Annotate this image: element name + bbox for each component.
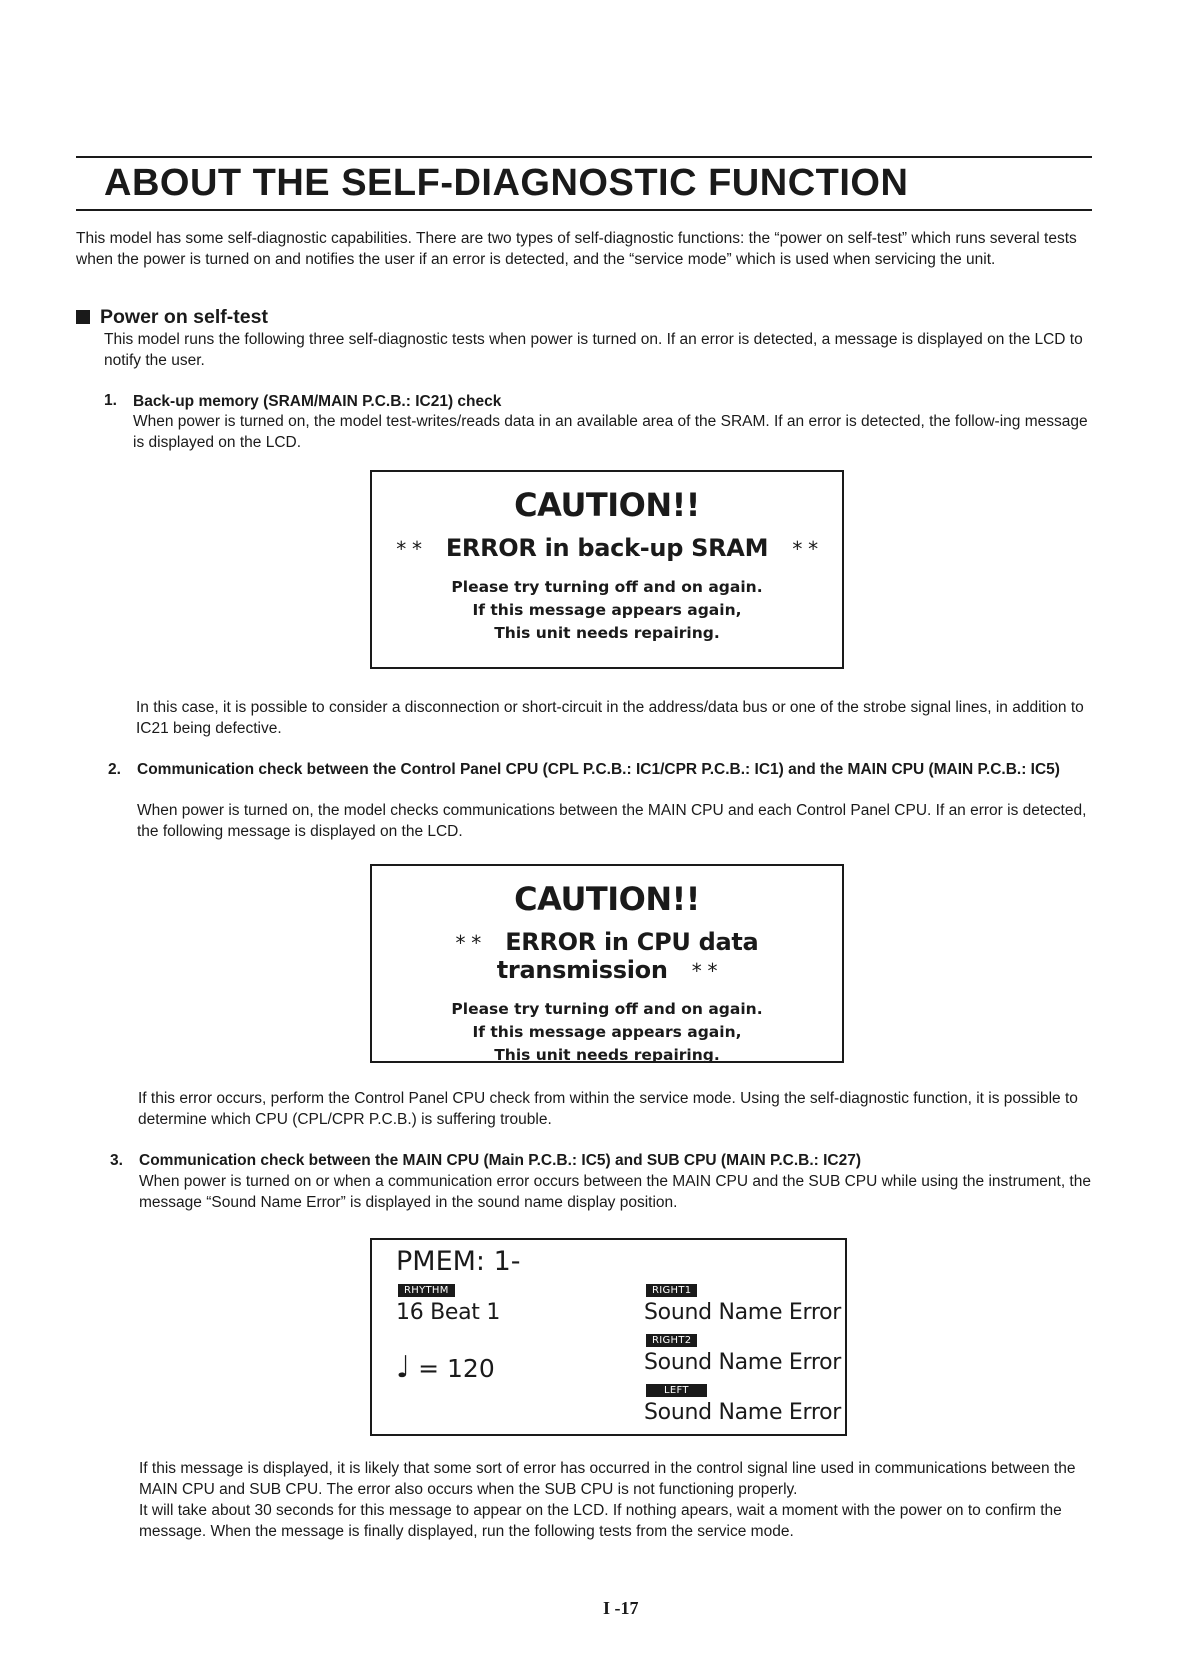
bullet-square-icon (76, 310, 90, 324)
item-1-number: 1. (104, 392, 117, 409)
tempo-value: = 120 (418, 1354, 495, 1383)
pmem-label: PMEM: 1- (396, 1246, 521, 1277)
top-rule (76, 156, 1092, 158)
error-text: ERROR in back-up SRAM (445, 534, 769, 562)
item-3-heading: Communication check between the MAIN CPU (Main P.C.B.: IC5) and SUB CPU (MAIN P.C.B.: IC27) (139, 1152, 861, 1169)
tempo-row (396, 1350, 495, 1385)
right2-value: Sound Name Error (644, 1350, 841, 1375)
lcd-message: Please try turning off and on again. If this message appears again, This unit needs repairing. (451, 578, 763, 642)
right1-value: Sound Name Error (644, 1300, 841, 1325)
item-3-text: When power is turned on or when a communication error occurs between the MAIN CPU and the SUB CPU while using the instrument, the message “Sound Name Error” is displayed in the sound name display position. (139, 1173, 1091, 1211)
title-underline (76, 209, 1092, 211)
item-1-text: When power is turned on, the model test-writes/reads data in an available area of the SRAM. If an error is detected, the follow-ing message is displayed on the LCD. (133, 413, 1088, 451)
left-tag: LEFT (646, 1384, 707, 1397)
left-value: Sound Name Error (644, 1400, 841, 1425)
section-heading-text: Power on self-test (100, 306, 268, 328)
intro-paragraph: This model has some self-diagnostic capabilities. There are two types of self-diagnostic functions: the “power on self-test” which runs several tests when the power is turned on and notifies the user if an error is detected, and the “service mode” which is used when servicing the unit. (76, 230, 1077, 268)
item-3-after2: It will take about 30 seconds for this message to appear on the LCD. If nothing apears, wait a moment with the power on to confirm the message. When the message is finally displayed, run the following tests from the service mode. (139, 1502, 1062, 1540)
section-text: This model runs the following three self-diagnostic tests when power is turned on. If an error is detected, a message is displayed on the LCD to notify the user. (104, 331, 1083, 369)
lcd-caution-cpu (370, 864, 844, 1063)
item-2-text: When power is turned on, the model checks communications between the MAIN CPU and each Control Panel CPU. If an error is detected, the following message is displayed on the LCD. (137, 802, 1087, 840)
page-title: ABOUT THE SELF-DIAGNOSTIC FUNCTION (104, 162, 909, 204)
error-line: * * ERROR in CPU data transmission * * (455, 928, 759, 984)
caution-title: CAUTION!! (514, 486, 700, 524)
item-1-after: In this case, it is possible to consider a disconnection or short-circuit in the address/data bus or one of the strobe signal lines, in addition to IC21 being defective. (136, 699, 1084, 737)
section-heading (76, 306, 268, 329)
lcd-caution-sram (370, 470, 844, 669)
item-1-heading: Back-up memory (SRAM/MAIN P.C.B.: IC21) check (133, 393, 502, 410)
item-2-number: 2. (108, 761, 121, 778)
item-3-after: If this message is displayed, it is likely that some sort of error has occurred in the control signal line used in communications between the MAIN CPU and SUB CPU. The error also occurs when the SUB CPU is not functioning properly. (139, 1460, 1076, 1498)
item-2-after: If this error occurs, perform the Control Panel CPU check from within the service mode. Using the self-diagnostic function, it is possible to determine which CPU (CPL/CPR P.C.B.) is suffering trouble. (138, 1090, 1078, 1128)
quarter-note-icon: ♩ (396, 1350, 411, 1385)
item-2-heading: Communication check between the Control Panel CPU (CPL P.C.B.: IC1/CPR P.C.B.: IC1) and the MAIN CPU (MAIN P.C.B.: IC5) (137, 761, 1060, 778)
error-line: * * ERROR in back-up SRAM * * (396, 534, 818, 562)
rhythm-value: 16 Beat 1 (396, 1300, 501, 1325)
page-number: I -17 (603, 1598, 639, 1618)
right2-tag: RIGHT2 (646, 1334, 697, 1347)
rhythm-tag: RHYTHM (398, 1284, 455, 1297)
lcd-sound-name-error (370, 1238, 847, 1436)
caution-title: CAUTION!! (514, 880, 700, 918)
error-text: ERROR in CPU data transmission (496, 928, 759, 984)
lcd-message: Please try turning off and on again. If this message appears again, This unit needs repairing. (451, 1000, 763, 1064)
item-3-number: 3. (110, 1152, 123, 1169)
right1-tag: RIGHT1 (646, 1284, 697, 1297)
